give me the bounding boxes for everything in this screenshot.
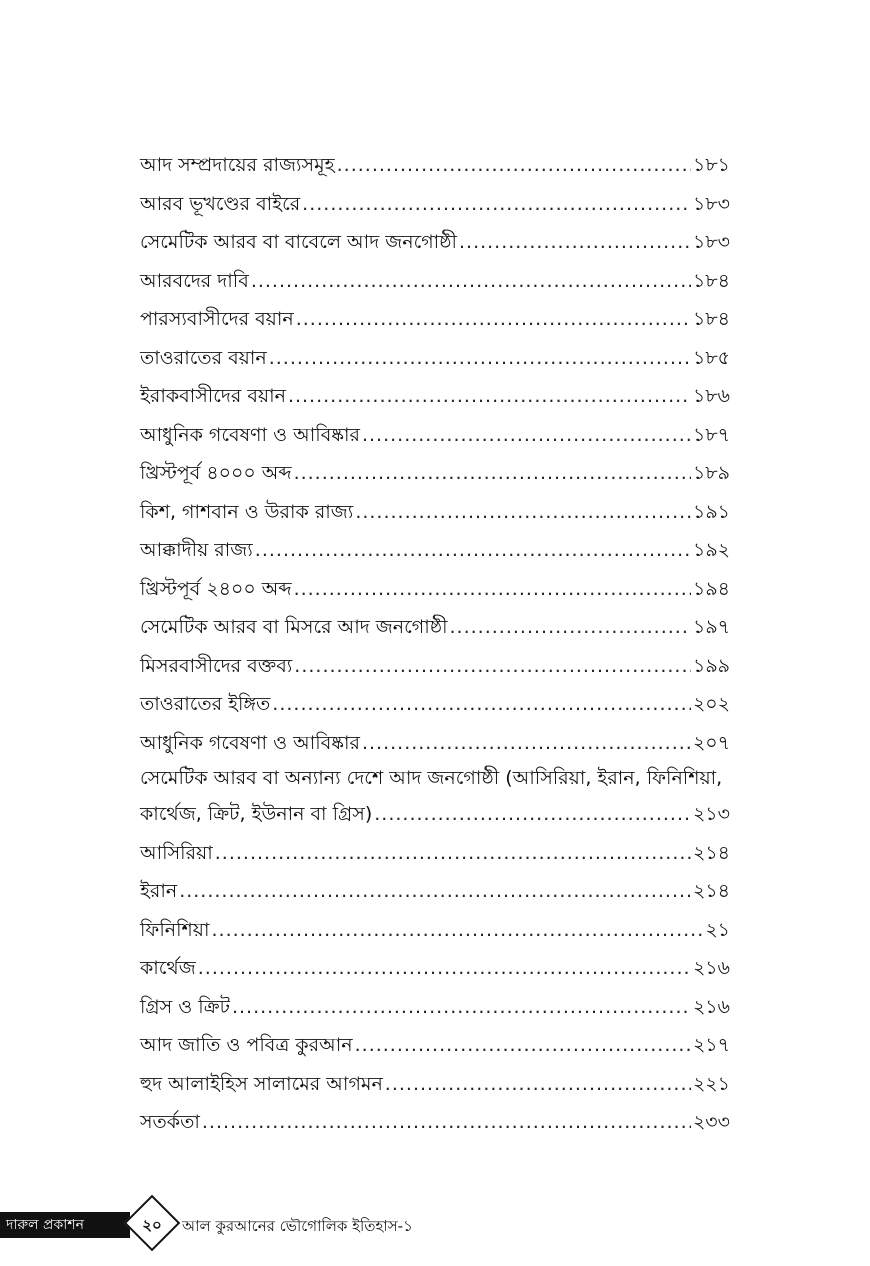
toc-entry[interactable] xyxy=(140,1065,730,1104)
dot-leader xyxy=(269,339,691,378)
toc-entry-page: ১৮৩ xyxy=(692,231,730,253)
dot-leader xyxy=(215,834,691,873)
page-footer xyxy=(0,1196,870,1252)
toc-entry[interactable] xyxy=(140,570,730,609)
toc-entry-title: আধুনিক গবেষণা ও আবিষ্কার xyxy=(140,423,360,446)
toc-entry-page: ১৮৩ xyxy=(692,192,730,215)
toc-entry[interactable] xyxy=(140,416,730,455)
publisher-label: দারুল প্রকাশন xyxy=(0,1212,130,1238)
toc-entry-page: ১৯৯ xyxy=(693,654,730,677)
toc-entry[interactable] xyxy=(140,911,730,950)
toc-entry-title: সতর্কতা xyxy=(140,1111,200,1133)
toc-entry-title: আসিরিয়া xyxy=(140,841,213,864)
dot-leader xyxy=(211,911,703,950)
toc-entry-title: তাওরাতের ইঙ্গিত xyxy=(140,693,271,715)
toc-entry-page: ২১৬ xyxy=(692,957,730,979)
dot-leader xyxy=(179,872,691,911)
toc-entry-title: ইরাকবাসীদের বয়ান xyxy=(140,385,286,407)
toc-entry-title: খ্রিস্টপূর্ব ২৪০০ অব্দ xyxy=(140,577,292,600)
toc-entry[interactable] xyxy=(140,608,730,647)
toc-entry[interactable] xyxy=(140,872,730,911)
toc-entry-title: ইরান xyxy=(140,880,178,902)
dot-leader xyxy=(288,377,691,416)
toc-entry-title: আরবদের দাবি xyxy=(140,269,249,292)
dot-leader xyxy=(272,685,691,724)
toc-entry-page: ১৯৪ xyxy=(693,577,730,600)
toc-entry-page: ২২১ xyxy=(692,1072,730,1095)
toc-entry-page: ১৮৪ xyxy=(693,308,730,330)
toc-entry[interactable] xyxy=(140,377,730,416)
toc-entry[interactable] xyxy=(140,834,730,873)
toc-entry-title: পারস্যবাসীদের বয়ান xyxy=(140,308,294,330)
toc-entry-page: ২০৭ xyxy=(692,731,730,754)
toc-entry-page: ১৮৭ xyxy=(692,423,730,446)
dot-leader xyxy=(362,724,691,763)
toc-entry[interactable] xyxy=(140,493,730,532)
toc-entry-title: গ্রিস ও ক্রিট xyxy=(140,995,230,1018)
toc-entry-title: হুদ আলাইহিস সালামের আগমন xyxy=(140,1072,383,1095)
dot-leader xyxy=(355,493,691,532)
toc-entry-multiline-second[interactable] xyxy=(140,795,730,834)
toc-entry[interactable] xyxy=(140,647,730,686)
book-title: আল কুরআনের ভৌগোলিক ইতিহাস-১ xyxy=(182,1217,413,1235)
dot-leader xyxy=(198,949,691,988)
toc-entry-title: ফিনিশিয়া xyxy=(140,918,210,941)
toc-entry[interactable] xyxy=(140,1103,730,1142)
dot-leader xyxy=(355,1026,691,1065)
dot-leader xyxy=(362,416,691,455)
toc-entry-page: ১৮১ xyxy=(693,154,730,176)
toc-entry-page: ১৮৬ xyxy=(692,385,730,407)
toc-entry[interactable] xyxy=(140,988,730,1027)
dot-leader xyxy=(337,146,691,185)
toc-entry[interactable] xyxy=(140,724,730,763)
toc-entry-page: ১৮৯ xyxy=(693,462,730,484)
toc-entry-title: কিশ, গাশবান ও উরাক রাজ্য xyxy=(140,500,354,523)
dot-leader xyxy=(202,1103,691,1142)
toc-entry[interactable] xyxy=(140,146,730,185)
toc-entry-page: ২১ xyxy=(705,918,730,941)
toc-entry-title: তাওরাতের বয়ান xyxy=(140,346,267,369)
toc-entry-title-line1: সেমেটিক আরব বা অন্যান্য দেশে আদ জনগোষ্ঠী (আসিরিয়া, ইরান, ফিনিশিয়া, xyxy=(140,767,723,789)
dot-leader xyxy=(459,223,691,262)
toc-entry[interactable] xyxy=(140,949,730,988)
toc-entry-title: সেমেটিক আরব বা মিসরে আদ জনগোষ্ঠী xyxy=(140,616,448,638)
toc-entry-title: আধুনিক গবেষণা ও আবিষ্কার xyxy=(140,731,360,754)
toc-entry-page: ২১৪ xyxy=(692,880,730,902)
toc-entry-page: ১৯৭ xyxy=(692,616,730,638)
dot-leader xyxy=(302,185,691,224)
toc-entry-title: কার্থেজ xyxy=(140,957,196,979)
toc-entry-title: আদ সম্প্রদায়ের রাজ্যসমূহ xyxy=(140,154,335,176)
toc-entry[interactable] xyxy=(140,185,730,224)
dot-leader xyxy=(450,608,691,647)
toc-entry-title: সেমেটিক আরব বা বাবেলে আদ জনগোষ্ঠী xyxy=(140,231,457,253)
toc-entry-page: ১৯১ xyxy=(693,500,730,523)
toc-entry-title: আরব ভূখণ্ডের বাইরে xyxy=(140,192,301,215)
dot-leader xyxy=(294,570,691,609)
toc-entry-page: ২১৭ xyxy=(692,1034,730,1056)
toc-entry[interactable] xyxy=(140,300,730,339)
toc-entry[interactable] xyxy=(140,454,730,493)
toc-entry-multiline-first[interactable] xyxy=(140,762,730,795)
toc-entry-title: খ্রিস্টপূর্ব ৪০০০ অব্দ xyxy=(140,462,292,484)
toc-entry-title: আদ জাতি ও পবিত্র কুরআন xyxy=(140,1034,353,1056)
dot-leader xyxy=(294,647,691,686)
dot-leader xyxy=(255,531,691,570)
toc-entry-title: মিসরবাসীদের বক্তব্য xyxy=(140,654,293,677)
toc-entry-title-line2: কার্থেজ, ক্রিট, ইউনান বা গ্রিস) xyxy=(140,803,373,825)
toc-entry-title: আক্কাদীয় রাজ্য xyxy=(140,539,253,561)
table-of-contents xyxy=(140,146,730,1142)
toc-entry-page: ২১৩ xyxy=(692,803,730,825)
toc-entry[interactable] xyxy=(140,339,730,378)
toc-entry-page: ১৮৪ xyxy=(693,269,730,292)
toc-entry[interactable] xyxy=(140,1026,730,1065)
dot-leader xyxy=(385,1065,691,1104)
toc-entry-page: ১৮৫ xyxy=(693,346,730,369)
dot-leader xyxy=(251,262,691,301)
toc-entry[interactable] xyxy=(140,223,730,262)
dot-leader xyxy=(296,300,691,339)
toc-entry-page: ২৩৩ xyxy=(692,1111,730,1133)
dot-leader xyxy=(294,454,691,493)
toc-entry-page: ২১৪ xyxy=(692,841,730,864)
dot-leader xyxy=(232,988,691,1027)
dot-leader xyxy=(374,795,691,834)
toc-entry[interactable] xyxy=(140,531,730,570)
toc-entry-page: ২১৬ xyxy=(692,995,730,1018)
page-number: ২০ xyxy=(142,1216,162,1234)
toc-entry[interactable] xyxy=(140,262,730,301)
toc-entry[interactable] xyxy=(140,685,730,724)
toc-entry-page: ১৯২ xyxy=(692,539,730,561)
toc-entry-page: ২০২ xyxy=(692,693,730,715)
